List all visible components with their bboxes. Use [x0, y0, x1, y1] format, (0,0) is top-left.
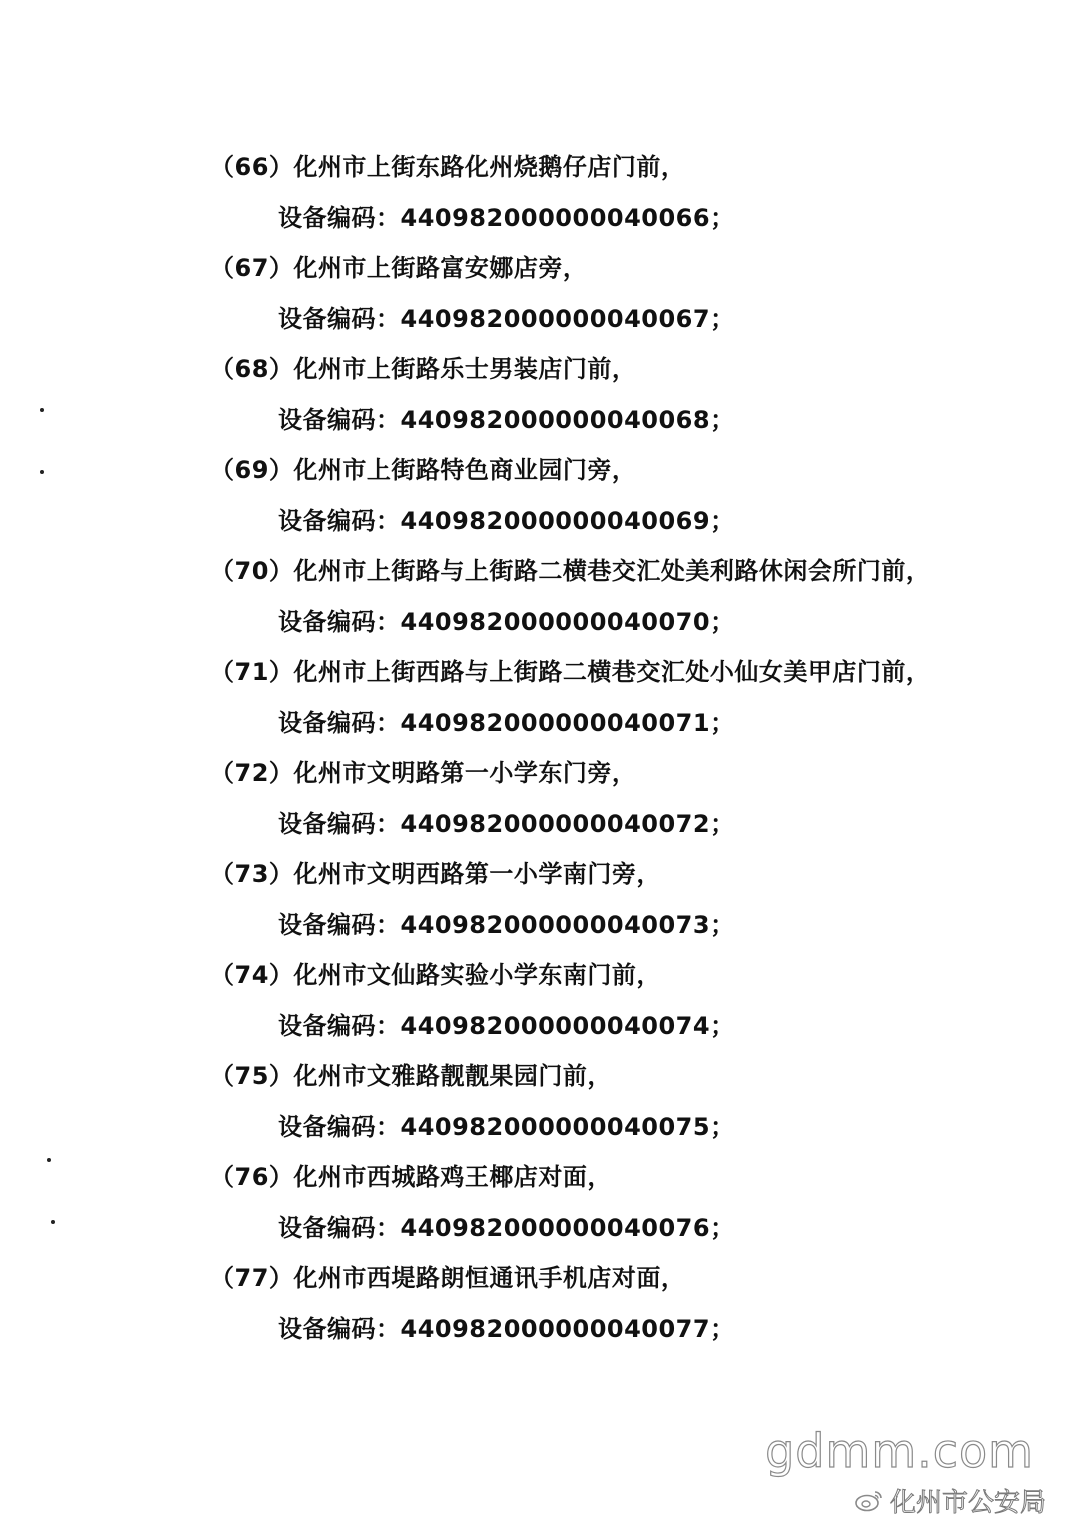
list-item — [0, 1051, 1080, 1152]
entry-device-code: 设备编码：440982000000040073； — [278, 911, 735, 939]
entry-device-code: 设备编码：440982000000040075； — [278, 1113, 735, 1141]
weibo-account-name: 化州市公安局 — [889, 1487, 1046, 1518]
list-item — [0, 849, 1080, 950]
entry-location: （68）化州市上街路乐士男装店门前， — [210, 355, 637, 383]
entry-device-code: 设备编码：440982000000040072； — [278, 810, 735, 838]
entry-location: （67）化州市上街路富安娜店旁， — [210, 254, 588, 282]
entry-location: （66）化州市上街东路化州烧鹅仔店门前， — [210, 153, 686, 181]
entry-location: （73）化州市文明西路第一小学南门旁， — [210, 860, 661, 888]
list-item — [0, 647, 1080, 748]
entry-location: （70）化州市上街路与上街路二横巷交汇处美利路休闲会所门前， — [210, 557, 931, 585]
entry-location: （69）化州市上街路特色商业园门旁， — [210, 456, 637, 484]
list-item — [0, 1253, 1080, 1354]
entry-location: （71）化州市上街西路与上街路二横巷交汇处小仙女美甲店门前， — [210, 658, 931, 686]
entry-location: （72）化州市文明路第一小学东门旁， — [210, 759, 637, 787]
entry-device-code: 设备编码：440982000000040071； — [278, 709, 735, 737]
list-item — [0, 243, 1080, 344]
entry-device-code: 设备编码：440982000000040069； — [278, 507, 735, 535]
device-list — [0, 142, 1080, 1354]
entry-location: （77）化州市西堤路朗恒通讯手机店对面， — [210, 1264, 686, 1292]
entry-device-code: 设备编码：440982000000040066； — [278, 204, 735, 232]
entry-device-code: 设备编码：440982000000040067； — [278, 305, 735, 333]
entry-location: （75）化州市文雅路靓靓果园门前， — [210, 1062, 612, 1090]
entry-device-code: 设备编码：440982000000040077； — [278, 1315, 735, 1343]
entry-location: （74）化州市文仙路实验小学东南门前， — [210, 961, 661, 989]
entry-device-code: 设备编码：440982000000040076； — [278, 1214, 735, 1242]
site-watermark: gdmm.com — [765, 1424, 1034, 1478]
list-item — [0, 142, 1080, 243]
weibo-icon — [854, 1488, 884, 1512]
entry-location: （76）化州市西城路鸡王椰店对面， — [210, 1163, 612, 1191]
list-item — [0, 344, 1080, 445]
list-item — [0, 950, 1080, 1051]
weibo-watermark — [854, 1480, 1046, 1520]
entry-device-code: 设备编码：440982000000040070； — [278, 608, 735, 636]
list-item — [0, 546, 1080, 647]
entry-device-code: 设备编码：440982000000040074； — [278, 1012, 735, 1040]
entry-device-code: 设备编码：440982000000040068； — [278, 406, 735, 434]
list-item — [0, 1152, 1080, 1253]
list-item — [0, 445, 1080, 546]
list-item — [0, 748, 1080, 849]
